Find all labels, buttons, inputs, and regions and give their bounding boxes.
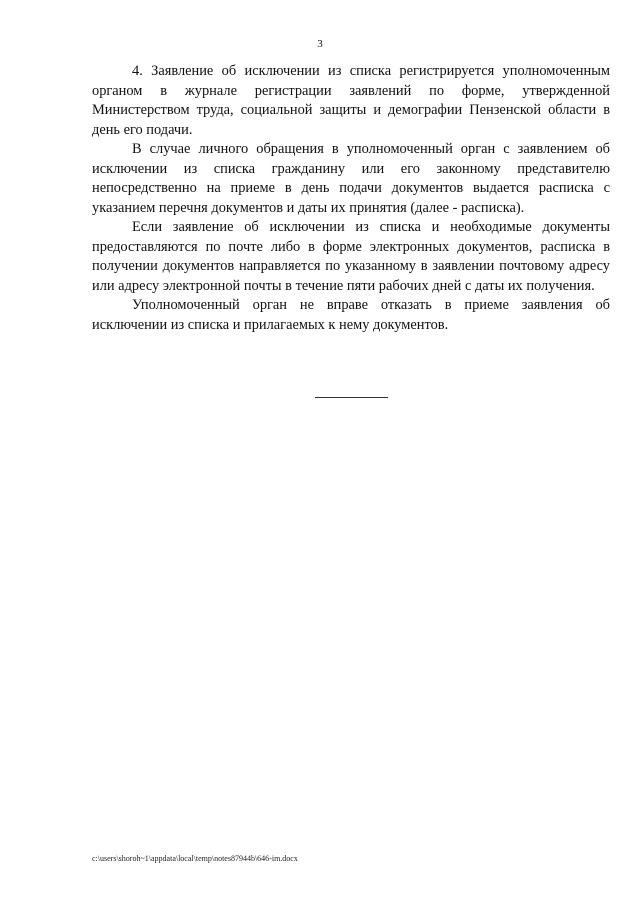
end-divider — [315, 397, 388, 398]
page-number: 3 — [317, 38, 323, 50]
paragraph-no-refusal: Уполномоченный орган не вправе отказать в приеме заявления об исключении из списка и прилагаемых к нему документов. — [92, 297, 610, 333]
paragraph-registration: 4. Заявление об исключении из списка регистрируется уполномоченным органом в журнале регистрации заявлений по форме, утвержденной Министерством труда, социальной защиты и демографии Пензенской области в день его подачи. — [92, 63, 610, 138]
footer-file-path: c:\users\shoroh~1\appdata\local\temp\notes87944b\646-im.docx — [92, 854, 298, 863]
paragraph-postal-electronic: Если заявление об исключении из списка и необходимые документы предоставляются по почте либо в форме электронных документов, расписка в получении документов направляется по указанному в заявлении почтовому адресу или адресу электронной почты в течение пяти рабочих дней с даты их получения. — [92, 219, 610, 294]
paragraph-personal-appeal: В случае личного обращения в уполномоченный орган с заявлением об исключении из списка гражданину или его законному представителю непосредственно на приеме в день подачи документов выдается расписка с указанием перечня документов и даты их принятия (далее - расписка). — [92, 141, 610, 216]
document-body — [92, 62, 610, 335]
